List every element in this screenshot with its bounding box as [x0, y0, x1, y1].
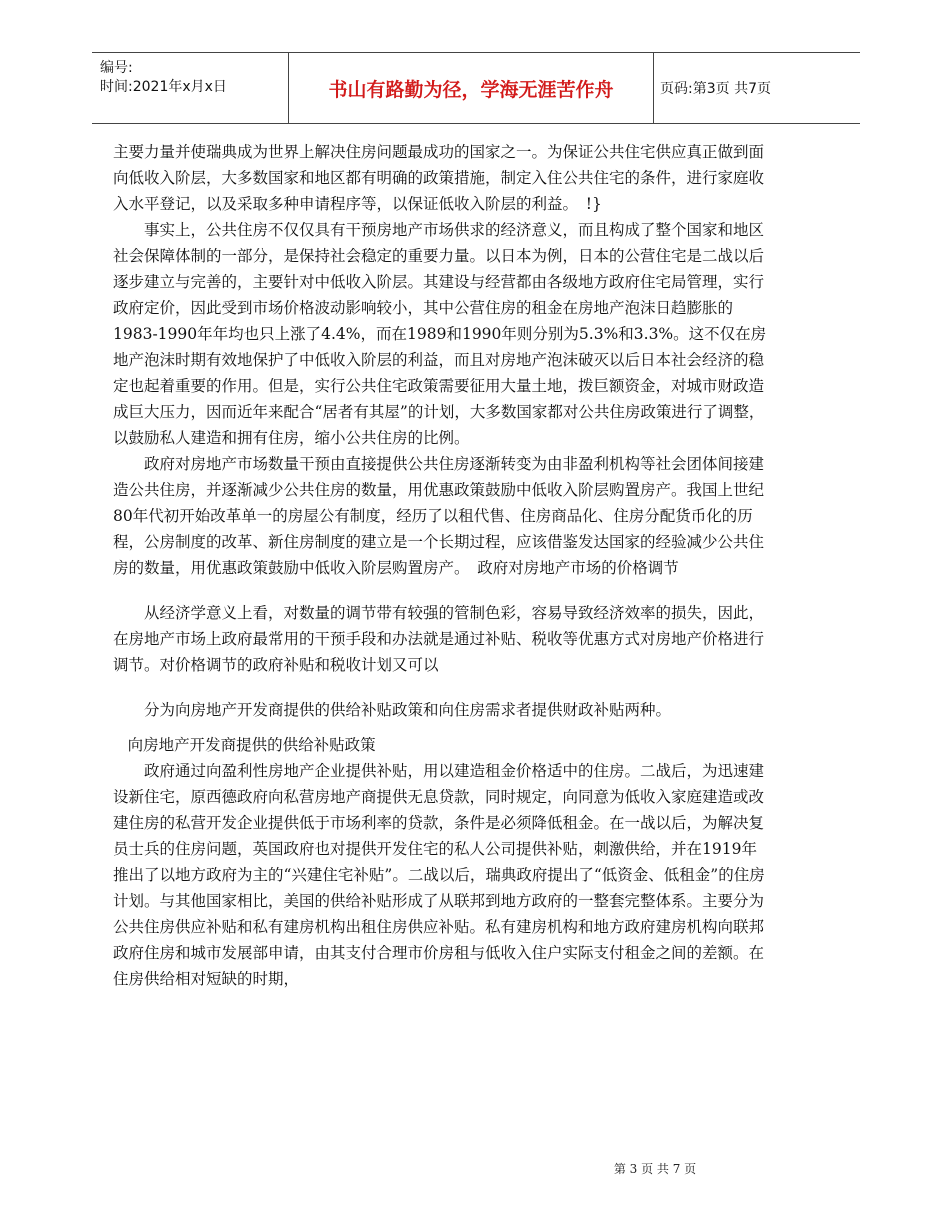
- header-page-label: 页码:第3页 共7页: [660, 81, 771, 97]
- paragraph-6: 政府通过向盈利性房地产企业提供补贴，用以建造租金价格适中的住房。二战后，为迅速建设新住宅，原西德政府向私营房地产商提供无息贷款，同时规定，向同意为低收入家庭建造或改建住房的私营开发企业提供低于市场利率的贷款，条件是必须降低租金。在一战以后，为解决复员士兵的住房问题，英国政府也对提供开发住宅的私人公司提供补贴，刺激供给，并在1919年推出了以地方政府为主的“兴建住宅补贴”。二战以后，瑞典政府提出了“低资金、低租金”的住房计划。与其他国家相比，美国的供给补贴形成了从联邦到地方政府的一整套完整体系。主要分为公共住房供应补贴和私有建房机构出租住房供应补贴。私有建房机构和地方政府建房机构向联邦政府住房和城市发展部申请，由其支付合理市价房租与低收入住户实际支付租金之间的差额。在住房供给相对短缺的时期，: [113, 762, 765, 988]
- document-number-label: 编号:: [100, 60, 133, 76]
- paragraph-5: 分为向房地产开发商提供的供给补贴政策和向住房需求者提供财政补贴两种。: [144, 701, 672, 719]
- paragraph-4: 从经济学意义上看，对数量的调节带有较强的管制色彩，容易导致经济效率的损失，因此，在房地产市场上政府最常用的干预手段和办法就是通过补贴、税收等优惠方式对房地产价格进行调节。对价格调节的政府补贴和税收计划又可以: [113, 604, 765, 674]
- header-motto: 书山有路勤为径，学海无涯苦作舟: [288, 53, 654, 123]
- paragraph-2: 事实上，公共住房不仅仅具有干预房地产市场供求的经济意义，而且构成了整个国家和地区社会保障体制的一部分，是保持社会稳定的重要力量。以日本为例，日本的公营住宅是二战以后逐步建立与完善的，主要针对中低收入阶层。其建设与经营都由各级地方政府住宅局管理，实行政府定价，因此受到市场价格波动影响较小，其中公营住房的租金在房地产泡沫日趋膨胀的1983-1990年年均也只上涨了4.4%，而在1989和1990年则分别为5.3%和3.3%。这不仅在房地产泡沫时期有效地保护了中低收入阶层的利益，而且对房地产泡沫破灭以后日本社会经济的稳定也起着重要的作用。但是，实行公共住宅政策需要征用大量土地，拨巨额资金，对城市财政造成巨大压力，因而近年来配合“居者有其屋”的计划，大多数国家都对公共住房政策进行了调整，以鼓励私人建造和拥有住房，缩小公共住房的比例。: [113, 221, 767, 447]
- header-meta: [100, 59, 288, 97]
- page-header: [92, 52, 860, 124]
- paragraph-3: 政府对房地产市场数量干预由直接提供公共住房逐渐转变为由非盈利机构等社会团体间接建造公共住房，并逐渐减少公共住房的数量，用优惠政策鼓励中低收入阶层购置房产。我国上世纪80年代初开始改革单一的房屋公有制度，经历了以租代售、住房商品化、住房分配货币化的历程，公房制度的改革、新住房制度的建立是一个长期过程，应该借鉴发达国家的经验减少公共住房的数量，用优惠政策鼓励中低收入阶层购置房产。 政府对房地产市场的价格调节: [113, 455, 765, 577]
- document-body: [113, 139, 769, 992]
- section-heading: 向房地产开发商提供的供给补贴政策: [127, 736, 376, 754]
- page-footer: [0, 1160, 950, 1177]
- document-time-label: 时间:2021年x月x日: [100, 79, 227, 95]
- footer-page-number: 第 3 页 共 7 页: [613, 1162, 697, 1176]
- paragraph-1: 主要力量并使瑞典成为世界上解决住房问题最成功的国家之一。为保证公共住宅供应真正做到面向低收入阶层，大多数国家和地区都有明确的政策措施，制定入住公共住宅的条件，进行家庭收入水平登记，以及采取多种申请程序等，以保证低收入阶层的利益。 !}: [113, 143, 765, 213]
